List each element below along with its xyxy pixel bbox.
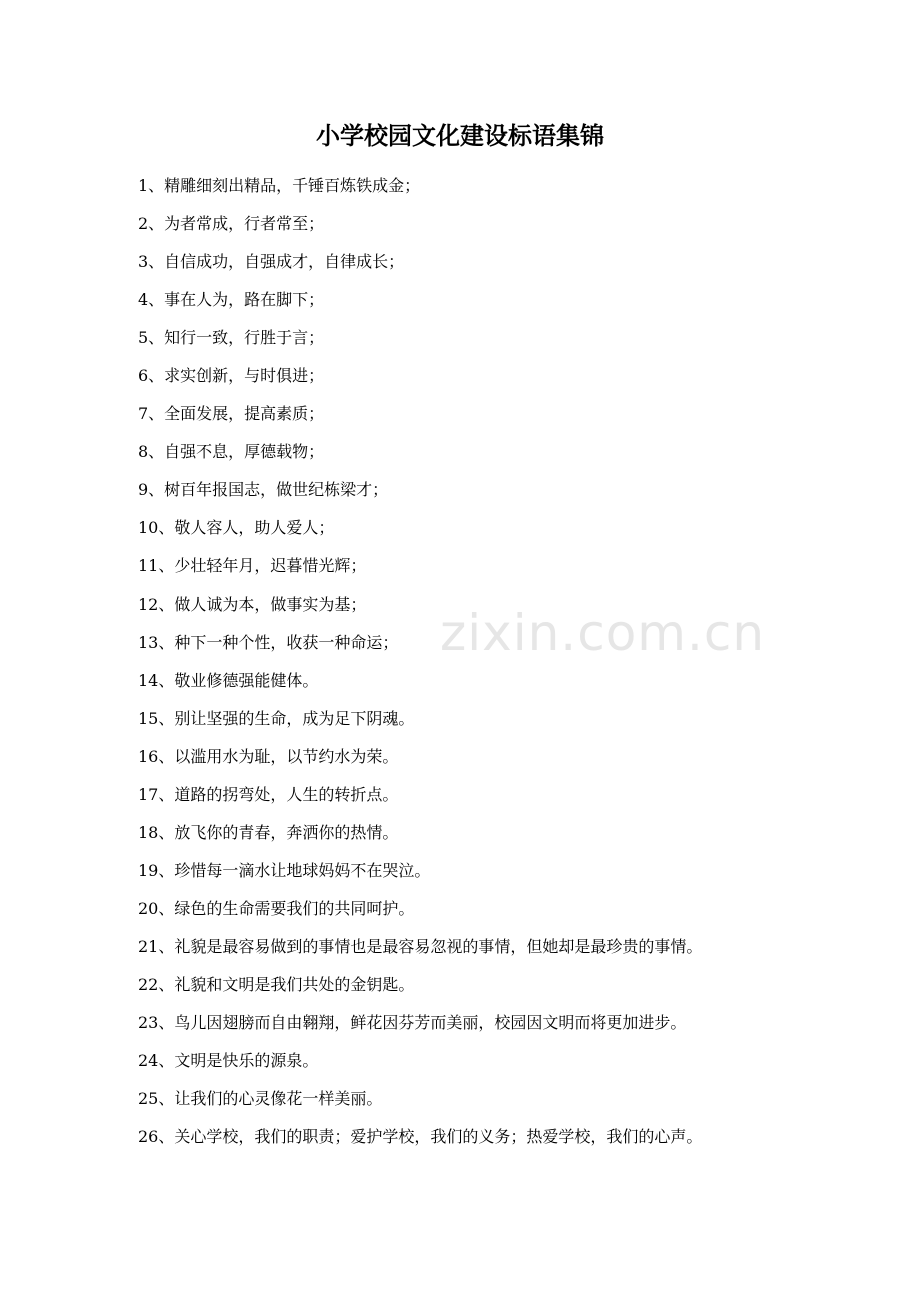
slogan-item: 1、精雕细刻出精品，千锤百炼铁成金； [138, 176, 421, 195]
slogan-item: 13、种下一种个性，收获一种命运； [138, 632, 399, 652]
slogan-item: 7、全面发展，提高素质； [138, 404, 325, 424]
slogan-item: 11、少壮轻年月，迟暮惜光辉； [138, 556, 367, 576]
slogan-item: 12、做人诚为本，做事实为基； [138, 594, 367, 614]
slogan-item: 17、道路的拐弯处，人生的转折点。 [138, 784, 399, 804]
slogan-item: 3、自信成功，自强成才，自律成长； [138, 252, 405, 272]
watermark: zixin.com.cn [440, 604, 766, 662]
slogan-item: 25、让我们的心灵像花一样美丽。 [138, 1089, 383, 1109]
slogan-item: 26、关心学校，我们的职责；爱护学校，我们的义务；热爱学校，我们的心声。 [138, 1127, 703, 1147]
slogan-item: 22、礼貌和文明是我们共处的金钥匙。 [138, 974, 415, 994]
slogan-item: 20、绿色的生命需要我们的共同呵护。 [138, 898, 415, 918]
slogan-item: 23、鸟儿因翅膀而自由翱翔，鲜花因芬芳而美丽，校园因文明而将更加进步。 [138, 1013, 687, 1033]
slogan-item: 10、敬人容人，助人爱人； [138, 518, 335, 538]
slogan-item: 6、求实创新，与时俱进； [138, 366, 325, 386]
slogan-item: 19、珍惜每一滴水让地球妈妈不在哭泣。 [138, 860, 431, 880]
slogan-item: 4、事在人为，路在脚下； [138, 290, 325, 310]
slogan-item: 15、别让坚强的生命，成为足下阴魂。 [138, 708, 415, 728]
slogan-item: 18、放飞你的青春，奔洒你的热情。 [138, 822, 399, 842]
slogan-item: 14、敬业修德强能健体。 [138, 670, 319, 690]
slogan-item: 2、为者常成，行者常至； [138, 214, 325, 234]
document-title: 小学校园文化建设标语集锦 [316, 122, 604, 150]
slogan-item: 21、礼貌是最容易做到的事情也是最容易忽视的事情，但她却是最珍贵的事情。 [138, 936, 703, 956]
slogan-item: 9、树百年报国志，做世纪栋梁才； [138, 480, 389, 500]
slogan-list [138, 167, 898, 1156]
slogan-item: 16、以滥用水为耻，以节约水为荣。 [138, 746, 399, 766]
slogan-item: 24、文明是快乐的源泉。 [138, 1051, 319, 1071]
slogan-item: 5、知行一致，行胜于言； [138, 328, 325, 348]
slogan-item: 8、自强不息，厚德载物； [138, 442, 325, 462]
